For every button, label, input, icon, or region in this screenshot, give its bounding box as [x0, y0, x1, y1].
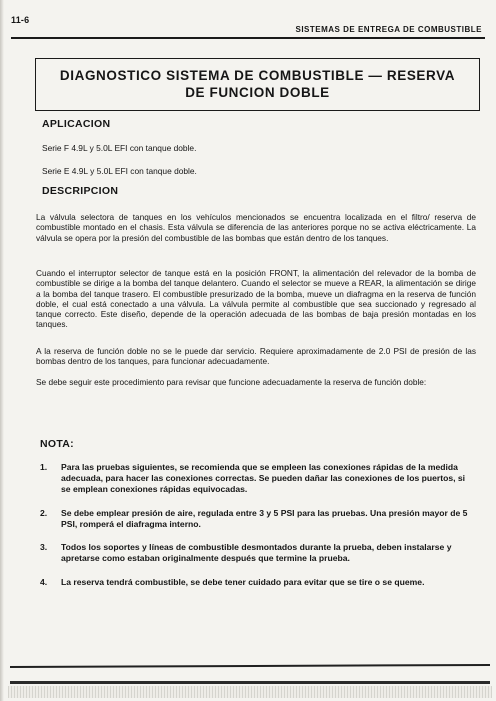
aplicacion-item: Serie E 4.9L y 5.0L EFI con tanque doble. — [42, 166, 197, 176]
nota-item-text: Todos los soportes y líneas de combustible desmontados durante la prueba, deben instalarse y apretarse como estaban originalmente después que termine la prueba. — [61, 542, 452, 564]
page-title — [35, 58, 480, 111]
nota-item-number: 3. — [40, 542, 48, 552]
descripcion-paragraph: La válvula selectora de tanques en los vehículos mencionados se encuentra localizada en el filtro/ reserva de combustible montado en el chasis. Esta válvula se diferencia de las anteriores porque no se activa eléctricamente. La válvula se opera por la presión del combustible de las bombas que están dentro de los tanques. — [36, 212, 476, 243]
page-number: 11-6 — [11, 15, 30, 25]
nota-item — [40, 542, 475, 564]
nota-item — [40, 577, 475, 588]
nota-item-text: Se debe emplear presión de aire, regulada entre 3 y 5 PSI para las pruebas. Una presión mayor de 5 PSI, romperá el diafragma interno. — [61, 508, 468, 530]
descripcion-paragraph: A la reserva de función doble no se le puede dar servicio. Requiere aproximadamente de 2.0 PSI de presión de las bombas dentro de los tanques, para funcionar adecuadamente. — [36, 346, 476, 367]
section-title: SISTEMAS DE ENTREGA DE COMBUSTIBLE — [295, 25, 482, 34]
footer-divider — [10, 664, 490, 668]
nota-item — [40, 462, 475, 496]
nota-item-number: 4. — [40, 577, 48, 587]
footer-divider — [10, 681, 490, 684]
descripcion-paragraph: Cuando el interruptor selector de tanque está en la posición FRONT, la alimentación del relevador de la bomba de combustible se dirige a la bomba del tanque delantero. Cuando el selector se mueve a REAR, la alimentación se dirige a la bomba del tanque trasero. El combustible presurizado de la bomba, mueve un diafragma en la reserva de función doble, el cual está conectado a una válvula. La válvula permite al combustible que sea succionado y regresado al tanque correcto. Este diseño, depende de la operación adecuada de las bombas de baja presión montadas en los tanques. — [36, 268, 476, 330]
page-title-line-1: DIAGNOSTICO SISTEMA DE COMBUSTIBLE — RESERVA — [59, 68, 456, 83]
scan-edge-artifact — [8, 686, 492, 698]
aplicacion-heading: APLICACION — [42, 118, 111, 130]
nota-item-number: 2. — [40, 508, 48, 518]
page-edge-shadow — [0, 0, 4, 701]
header-divider — [11, 37, 485, 39]
nota-heading: NOTA: — [40, 438, 74, 450]
descripcion-heading: DESCRIPCION — [42, 185, 119, 197]
nota-item-text: Para las pruebas siguientes, se recomienda que se empleen las conexiones rápidas de la medida adecuada, para hacer las conexiones correctas. Se pueden dañar las conexiones de los puertos, si se emplean conexiones rápidas equivocadas. — [61, 462, 466, 495]
nota-item — [40, 508, 475, 530]
nota-item-number: 1. — [40, 462, 48, 472]
nota-item-text: La reserva tendrá combustible, se debe tener cuidado para evitar que se tire o se queme. — [61, 577, 425, 587]
aplicacion-item: Serie F 4.9L y 5.0L EFI con tanque doble. — [42, 143, 197, 153]
page-title-line-2: DE FUNCION DOBLE — [185, 85, 330, 100]
descripcion-paragraph: Se debe seguir este procedimiento para revisar que funcione adecuadamente la reserva de función doble: — [36, 377, 427, 387]
